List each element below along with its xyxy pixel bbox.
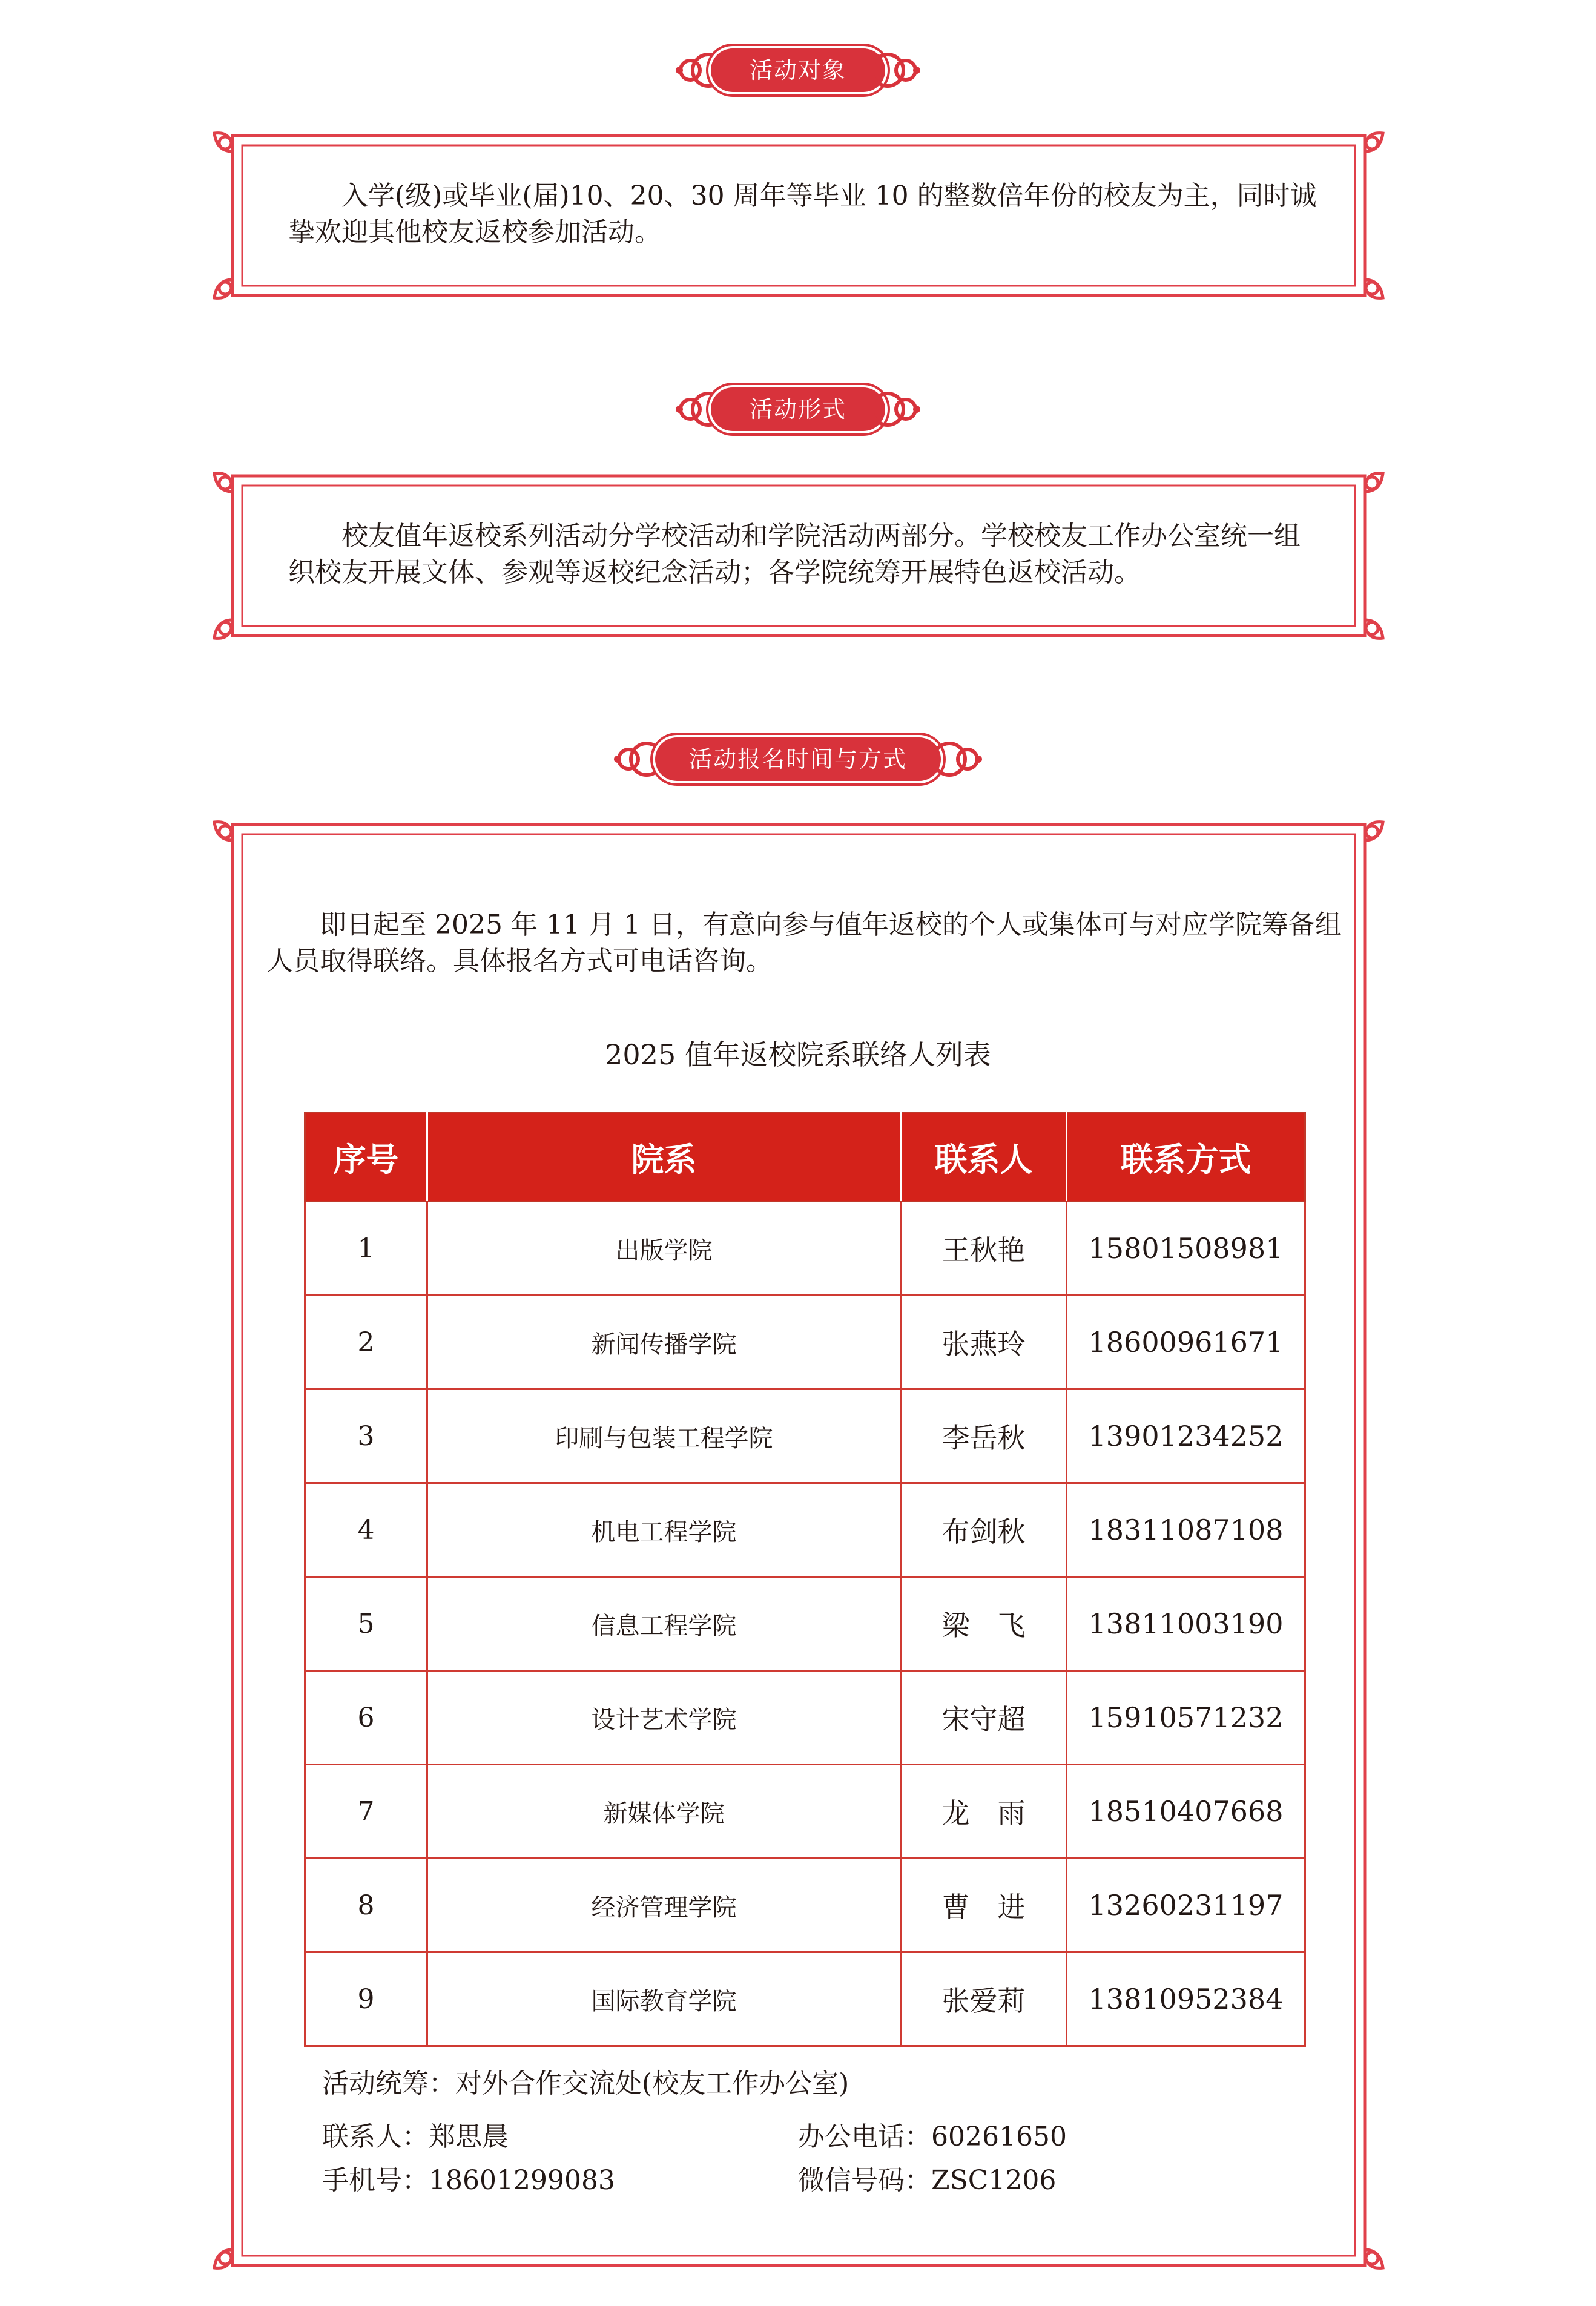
cell-phone: 15801508981: [1067, 1202, 1305, 1296]
table-row: [305, 1389, 1305, 1483]
cell-dept: 国际教育学院: [427, 1952, 901, 2046]
cell-dept: 经济管理学院: [427, 1859, 901, 1952]
mobile-phone: 手机号：18601299083: [322, 2165, 615, 2196]
cell-no: 8: [305, 1859, 427, 1952]
table-row: [305, 1952, 1305, 2046]
contact-person: 联系人：郑思晨: [322, 2121, 509, 2152]
cell-contact: 张燕玲: [901, 1296, 1067, 1389]
cell-contact: 梁 飞: [901, 1577, 1067, 1671]
section-title: 活动报名时间与方式: [655, 737, 941, 781]
section-title: 活动对象: [711, 48, 885, 92]
table-row: [305, 1577, 1305, 1671]
cell-contact: 龙 雨: [901, 1765, 1067, 1859]
right-ornament-icon: [874, 34, 923, 107]
left-ornament-icon: [612, 723, 660, 796]
cell-phone: 13811003190: [1067, 1577, 1305, 1671]
section-header-format: [0, 373, 1596, 446]
header-phone: 联系方式: [1067, 1113, 1305, 1202]
cell-phone: 13901234252: [1067, 1389, 1305, 1483]
cell-dept: 设计艺术学院: [427, 1671, 901, 1765]
cell-no: 4: [305, 1483, 427, 1577]
cell-dept: 印刷与包装工程学院: [427, 1389, 901, 1483]
wechat-id: 微信号码：ZSC1206: [798, 2165, 1057, 2196]
right-ornament-icon: [936, 723, 984, 796]
cell-contact: 张爱莉: [901, 1952, 1067, 2046]
right-ornament-icon: [874, 373, 923, 446]
table-header-row: [305, 1113, 1305, 1202]
registration-paragraph: 即日起至 2025 年 11 月 1 日，有意向参与值年返校的个人或集体可与对应学院筹备组人员取得联络。具体报名方式可电话咨询。: [266, 909, 1342, 977]
table-row: [305, 1859, 1305, 1952]
cell-contact: 李岳秋: [901, 1389, 1067, 1483]
cell-dept: 机电工程学院: [427, 1483, 901, 1577]
cell-dept: 信息工程学院: [427, 1577, 901, 1671]
cell-no: 1: [305, 1202, 427, 1296]
format-paragraph: 校友值年返校系列活动分学校活动和学院活动两部分。学校校友工作办公室统一组织校友开展文体、参观等返校纪念活动；各学院统筹开展特色返校活动。: [288, 521, 1301, 588]
cell-contact: 宋守超: [901, 1671, 1067, 1765]
cell-phone: 13810952384: [1067, 1952, 1305, 2046]
cell-phone: 18510407668: [1067, 1765, 1305, 1859]
section-header-target: [0, 34, 1596, 107]
cell-no: 3: [305, 1389, 427, 1483]
section-title: 活动形式: [711, 387, 885, 431]
cell-no: 5: [305, 1577, 427, 1671]
header-no: 序号: [305, 1113, 427, 1202]
cell-phone: 18600961671: [1067, 1296, 1305, 1389]
table-row: [305, 1671, 1305, 1765]
cell-phone: 15910571232: [1067, 1671, 1305, 1765]
office-phone: 办公电话：60261650: [798, 2121, 1067, 2152]
cell-no: 9: [305, 1952, 427, 2046]
target-paragraph: 入学(级)或毕业(届)10、20、30 周年等毕业 10 的整数倍年份的校友为主，同时诚挚欢迎其他校友返校参加活动。: [288, 180, 1317, 248]
contacts-table: [304, 1112, 1306, 2047]
cell-no: 7: [305, 1765, 427, 1859]
cell-no: 2: [305, 1296, 427, 1389]
cell-phone: 13260231197: [1067, 1859, 1305, 1952]
cell-contact: 布剑秋: [901, 1483, 1067, 1577]
header-contact: 联系人: [901, 1113, 1067, 1202]
table-row: [305, 1765, 1305, 1859]
organizer-text: 活动统筹：对外合作交流处(校友工作办公室): [322, 2068, 849, 2099]
cell-dept: 新媒体学院: [427, 1765, 901, 1859]
table-row: [305, 1296, 1305, 1389]
table-row: [305, 1483, 1305, 1577]
cell-contact: 曹 进: [901, 1859, 1067, 1952]
cell-contact: 王秋艳: [901, 1202, 1067, 1296]
section-header-registration: [0, 723, 1596, 796]
cell-phone: 18311087108: [1067, 1483, 1305, 1577]
cell-dept: 出版学院: [427, 1202, 901, 1296]
header-dept: 院系: [427, 1113, 901, 1202]
cell-no: 6: [305, 1671, 427, 1765]
cell-dept: 新闻传播学院: [427, 1296, 901, 1389]
table-row: [305, 1202, 1305, 1296]
table-caption: 2025 值年返校院系联络人列表: [605, 1038, 991, 1071]
